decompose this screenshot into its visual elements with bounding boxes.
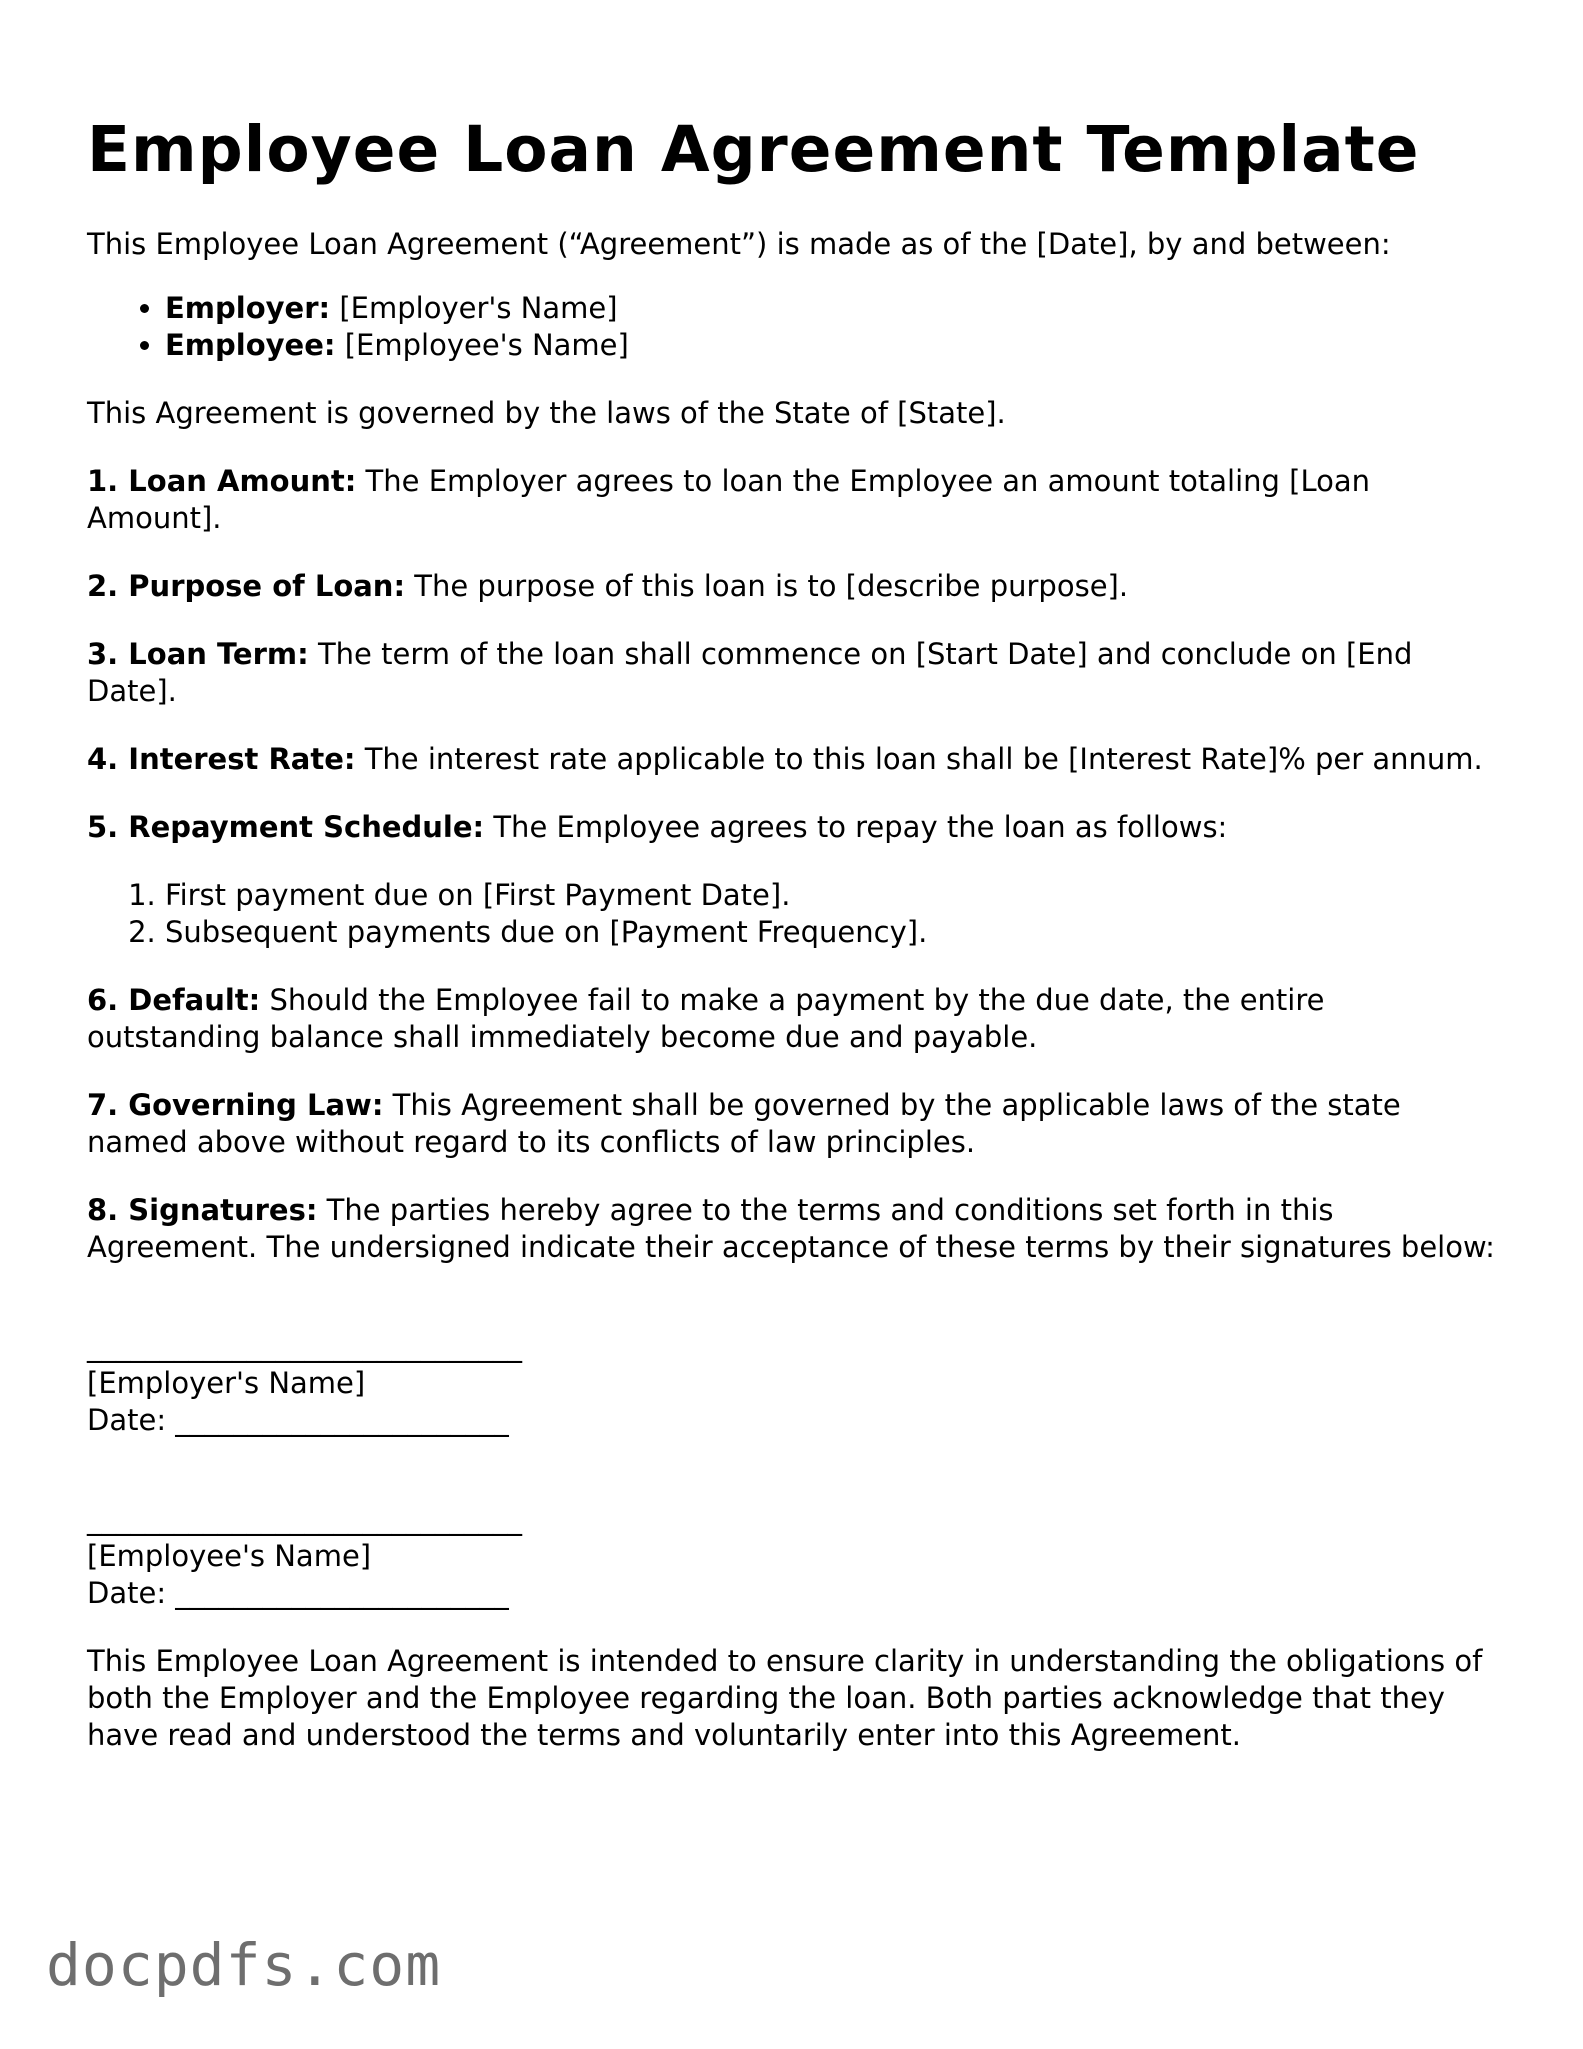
employee-name: [Employee's Name] bbox=[87, 1539, 372, 1573]
section-text: The term of the loan shall commence on [Start Date] and conclude on [End Date]. bbox=[87, 637, 1413, 708]
spacer bbox=[87, 1470, 1507, 1501]
section-text: The interest rate applicable to this loan shall be [Interest Rate]% per annum. bbox=[355, 742, 1483, 776]
section-loan-term bbox=[87, 636, 1507, 710]
parties-list bbox=[87, 290, 1507, 364]
section-heading: 5. Repayment Schedule: bbox=[87, 810, 485, 844]
employer-signature-line[interactable]: ______________________________ bbox=[87, 1329, 522, 1363]
section-default bbox=[87, 982, 1507, 1056]
section-text: The Employer agrees to loan the Employee an amount totaling [Loan Amount]. bbox=[87, 464, 1370, 535]
section-signatures bbox=[87, 1192, 1507, 1266]
section-repayment-schedule bbox=[87, 809, 1507, 846]
employer-name: [Employer's Name] bbox=[87, 1366, 366, 1400]
intro-paragraph: This Employee Loan Agreement (“Agreement”) is made as of the [Date], by and between: bbox=[87, 227, 1391, 261]
document-title: Employee Loan Agreement Template bbox=[87, 113, 1420, 186]
section-text: Should the Employee fail to make a payment by the due date, the entire outstanding balance shall immediately become due and payable. bbox=[87, 983, 1325, 1054]
section-heading: 6. Default: bbox=[87, 983, 261, 1017]
schedule-item: 1. First payment due on [First Payment Date]. bbox=[165, 877, 1507, 914]
closing-paragraph: This Employee Loan Agreement is intended to ensure clarity in understanding the obligations of both the Employer and the Employee regarding the loan. Both parties acknowledge that they have read and understood the terms and voluntarily enter into this Agreement. bbox=[87, 1644, 1483, 1752]
party-employer bbox=[165, 290, 1507, 327]
employee-signature-line[interactable]: ______________________________ bbox=[87, 1502, 522, 1536]
party-label: Employer: bbox=[165, 291, 331, 325]
party-employee bbox=[165, 327, 1507, 364]
section-heading: 8. Signatures: bbox=[87, 1193, 318, 1227]
signature-block bbox=[87, 1297, 1507, 1612]
section-heading: 3. Loan Term: bbox=[87, 637, 309, 671]
section-purpose bbox=[87, 568, 1507, 605]
section-governing-law bbox=[87, 1087, 1507, 1161]
party-label: Employee: bbox=[165, 328, 336, 362]
spacer bbox=[87, 1297, 1507, 1328]
spacer bbox=[87, 1439, 1507, 1470]
section-interest-rate bbox=[87, 741, 1507, 778]
repayment-schedule-list bbox=[87, 877, 1507, 951]
party-value: [Employee's Name] bbox=[335, 328, 629, 362]
section-text: This Agreement shall be governed by the applicable laws of the state named above without regard to its conflicts of law principles. bbox=[87, 1088, 1401, 1159]
section-heading: 7. Governing Law: bbox=[87, 1088, 384, 1122]
schedule-item: 2. Subsequent payments due on [Payment Frequency]. bbox=[165, 914, 1507, 951]
document-page bbox=[87, 112, 1507, 1754]
party-value: [Employer's Name] bbox=[330, 291, 618, 325]
section-text: The purpose of this loan is to [describe purpose]. bbox=[405, 569, 1129, 603]
section-heading: 1. Loan Amount: bbox=[87, 464, 357, 498]
governing-state-paragraph: This Agreement is governed by the laws of the State of [State]. bbox=[87, 396, 1006, 430]
employee-date-field[interactable]: Date: _______________________ bbox=[87, 1576, 509, 1610]
section-text: The Employee agrees to repay the loan as follows: bbox=[484, 810, 1228, 844]
section-heading: 2. Purpose of Loan: bbox=[87, 569, 406, 603]
employer-date-field[interactable]: Date: _______________________ bbox=[87, 1403, 509, 1437]
section-heading: 4. Interest Rate: bbox=[87, 742, 356, 776]
section-loan-amount bbox=[87, 463, 1507, 537]
watermark-logo: docpdfs.com bbox=[46, 1931, 442, 1999]
section-text: The parties hereby agree to the terms and conditions set forth in this Agreement. The undersigned indicate their acceptance of these terms by their signatures below: bbox=[87, 1193, 1495, 1264]
